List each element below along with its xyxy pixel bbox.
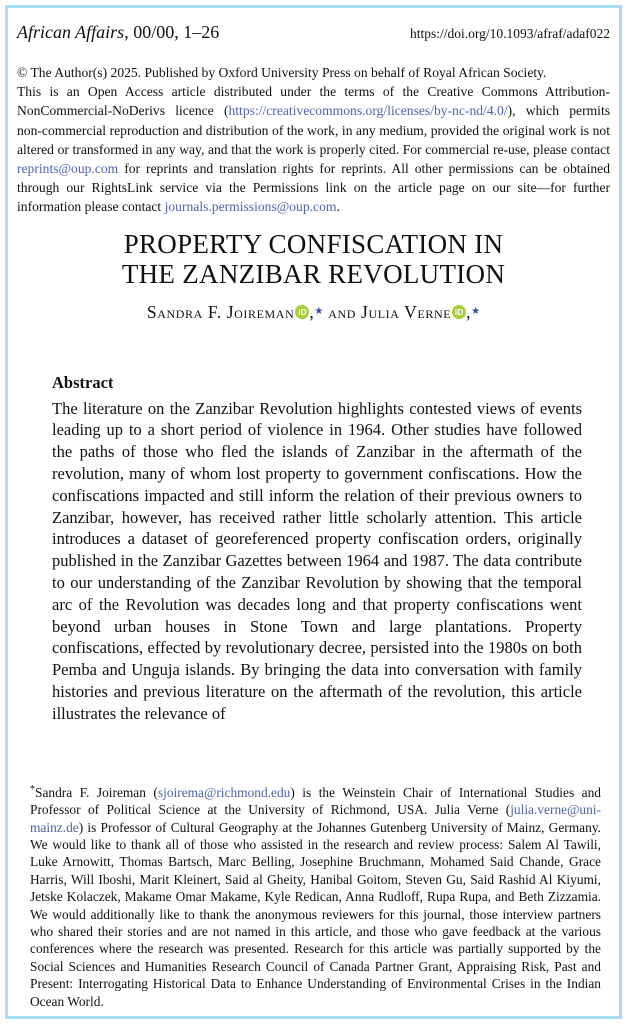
journal-name: African Affairs — [17, 22, 125, 42]
abstract-body: The literature on the Zanzibar Revolution highlights contested views of events leading up to a short period of violence in 1964. Other studies have followed the paths of those who fled the islands of Zanzibar in the aftermath of the revolution, many of whom lost property to government confiscations. How the confiscations impacted and still inform the relation of their previous owners to Zanzibar, however, has received rather little scholarly attention. This article introduces a dataset of georeferenced property confiscation orders, originally published in the Zanzibar Gazettes between 1964 and 1987. The data contribute to our understanding of the Zanzibar Revolution by showing that the temporal arc of the Revolution was decades long and that property confiscations went beyond urban houses in Stone Town and large plantations. Property confiscations, effected by revolutionary decree, persisted into the 1980s on both Pemba and Unguja islands. By bringing the data into conversation with family histories and previous literature on the aftermath of the revolution, this article illustrates the relevance of — [52, 398, 582, 723]
orcid-icon-1[interactable]: iD — [295, 305, 309, 319]
license-text-1: This is an Open Access article distributed under the terms of the Creative Commons Attribution-NonCommercial-NoDerivs licence ( — [17, 84, 610, 119]
author-2-email-link[interactable]: julia.verne@uni-mainz.de — [30, 802, 601, 835]
author-2-footnote-star[interactable]: ★ — [471, 305, 481, 317]
author-1-name: Sandra F. Joireman — [146, 301, 295, 322]
license-paragraph — [17, 82, 610, 216]
page-border — [5, 5, 622, 1019]
author-1-footnote-star[interactable]: ★ — [314, 305, 324, 317]
journal-issue-info: , 00/00, 1–26 — [124, 22, 220, 42]
copyright-line: © The Author(s) 2025. Published by Oxford University Press on behalf of Royal African Society. — [17, 65, 547, 80]
license-text-4: . — [336, 199, 340, 215]
author-2-name: Julia Verne — [361, 301, 452, 322]
cc-license-link[interactable]: https://creativecommons.org/licenses/by-nc-nd/4.0/ — [228, 103, 508, 119]
page-content — [8, 8, 619, 725]
author-1-email-link[interactable]: sjoirema@richmond.edu — [157, 784, 291, 800]
journal-header — [17, 22, 610, 43]
orcid-icon-2[interactable]: iD — [452, 305, 466, 319]
article-title-line-2: THE ZANZIBAR REVOLUTION — [121, 258, 506, 289]
author-2-comma: , — [466, 301, 472, 322]
abstract-section — [52, 373, 582, 725]
permissions-email-link[interactable]: journals.permissions@oup.com — [164, 199, 337, 215]
footnote-marker: * — [30, 783, 35, 795]
author-line — [17, 302, 610, 323]
article-title — [17, 229, 610, 289]
reprints-email-link[interactable]: reprints@oup.com — [17, 161, 119, 177]
author-1-comma: , — [309, 301, 315, 322]
article-title-line-1: PROPERTY CONFISCATION IN — [123, 228, 504, 259]
author-separator: and — [323, 301, 362, 322]
license-text-3: for reprints and translation rights for reprints. All other permissions can be obtained through our RightsLink service via the Permissions link on the article page on our site—for further information please contact — [17, 161, 610, 215]
doi-link: https://doi.org/10.1093/afraf/adaf022 — [410, 26, 610, 41]
journal-citation — [17, 22, 219, 43]
author-footnote — [30, 781, 601, 1010]
abstract-heading: Abstract — [52, 372, 114, 392]
footnote-text-1: Sandra F. Joireman ( — [35, 784, 158, 800]
footnote-text-2: ) is the Weinstein Chair of International Studies and Professor of Political Science at the University of Richmond, USA. Julia Verne ( — [30, 784, 601, 818]
license-text-2: ), which permits non-commercial reproduction and distribution of the work, in any medium, provided the original work is not altered or transformed in any way, and that the work is properly cited. For commercial re-use, please contact — [17, 103, 611, 157]
footnote-text-3: ) is Professor of Cultural Geography at the Johannes Gutenberg University of Mainz, Germany. We would like to thank all of those who assisted in the research and review process: Salem Al Tawili, Luke Arnowitt, Thomas Bartsch, Marc Belling, Josephine Bruchmann, Mohamed Said Chande, Grace Harris, Will Iboshi, Marit Kleinert, Said al Gheity, Hanibal Goitom, Steven Gu, Said Rashid Al Kiyumi, Jetske Kolaczek, Makame Omar Makame, Kyle Redican, Anna Rudloff, Rupa Rupa, and Beth Zizzamia. We would additionally like to thank the anonymous reviewers for this journal, those interview partners who shared their stories and are not named in this article, and those who gave feedback at the various conferences where the research was presented. Research for this article was partially supported by the Social Sciences and Humanities Research Council of Canada Partner Grant, Appraising Risk, Past and Present: Interrogating Historical Data to Enhance Understanding of Environmental Crises in the Indian Ocean World. — [30, 819, 601, 1009]
